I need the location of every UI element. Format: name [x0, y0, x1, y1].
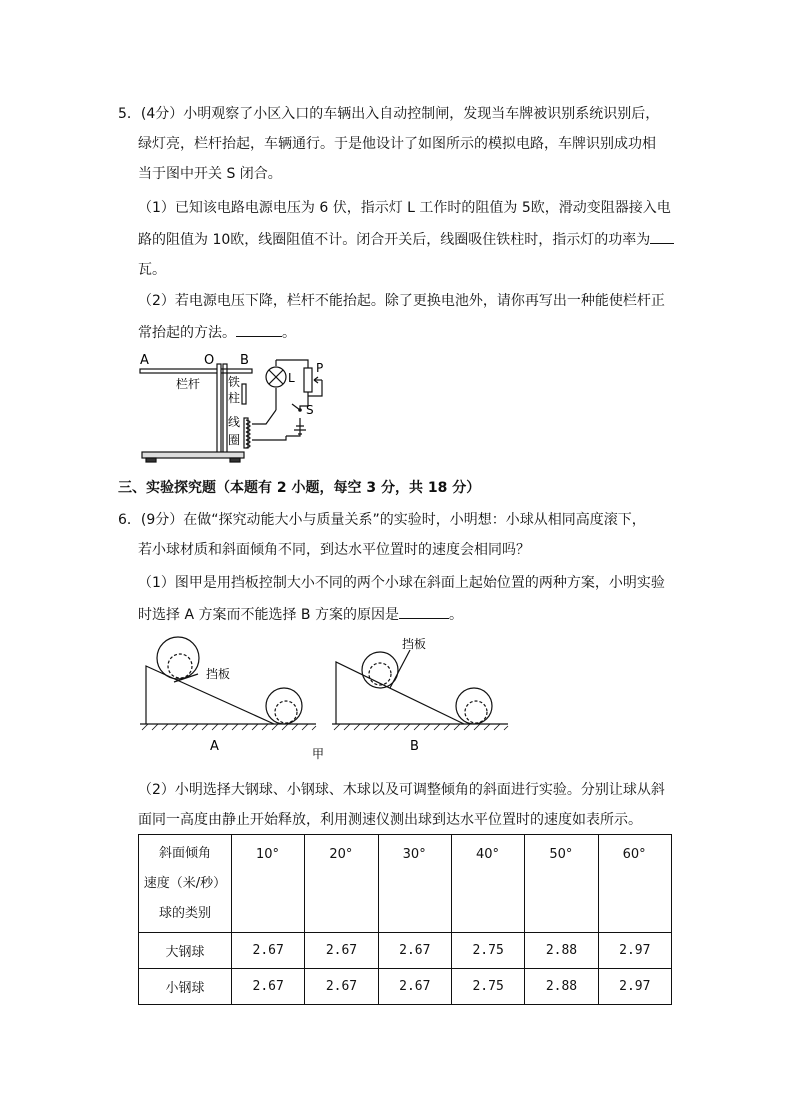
row-label: 小钢球 [139, 969, 232, 1005]
table-cell: 2.67 [305, 969, 378, 1005]
rheostat [304, 368, 312, 392]
plan-label-A: A [210, 739, 219, 754]
table-cell: 2.97 [598, 933, 671, 969]
q6-stem-line1: 6．(9分）在做“探究动能大小与质量关系”的实验时，小明想：小球从相同高度滚下， [118, 512, 646, 528]
table-cell: 2.88 [525, 969, 598, 1005]
label-S: S [306, 403, 314, 417]
q5-stem-line3: 当于图中开关 S 闭合。 [138, 166, 282, 182]
label-L: L [288, 371, 295, 385]
q5-part2-text: 常抬起的方法。 [138, 325, 236, 341]
table-cell: 2.67 [232, 933, 305, 969]
angle-header: 30° [378, 835, 451, 933]
angle-header: 60° [598, 835, 671, 933]
label-A: A [140, 353, 149, 368]
label-O: O [204, 353, 215, 368]
iron-column [242, 384, 246, 404]
table-cell: 2.75 [451, 969, 524, 1005]
support-pole [223, 364, 227, 454]
pivot-post [217, 364, 221, 454]
incline-B [336, 662, 464, 724]
plan-label-B: B [410, 739, 419, 754]
q5-part2-line1: （2）若电源电压下降，栏杆不能抬起。除了更换电池外，请你再写出一种能使栏杆正 [138, 293, 665, 309]
table-row [139, 933, 672, 969]
q6-part2-line2: 面同一高度由静止开始释放，利用测速仪测出球到达水平位置时的速度如表所示。 [138, 812, 642, 828]
baffle-B [390, 650, 410, 688]
label-bar: 栏杆 [176, 377, 201, 391]
q5-part1-line2 [138, 229, 674, 250]
angle-header: 50° [525, 835, 598, 933]
q5-part1-line3: 瓦。 [138, 262, 166, 278]
q5-part1-text: 路的阻值为 10欧，线圈阻值不计。闭合开关后，线圈吸住铁柱时，指示灯的功率为 [138, 232, 651, 248]
ball-bottom-B-big [456, 688, 492, 724]
angle-header: 20° [305, 835, 378, 933]
answer-blank-q5-2[interactable] [236, 322, 282, 337]
baffle-label-A: 挡板 [206, 667, 231, 681]
table-cell: 2.67 [378, 933, 451, 969]
ball-bottom-A-big [266, 688, 302, 724]
label-P: P [316, 361, 324, 375]
table-cell: 2.75 [451, 933, 524, 969]
table-corner-header [139, 835, 232, 933]
header-line-ball: 球的类别 [158, 905, 211, 921]
table-cell: 2.97 [598, 969, 671, 1005]
base-plate [142, 452, 244, 458]
label-iron-2: 柱 [228, 391, 241, 405]
answer-blank-q5-1[interactable] [650, 229, 674, 244]
q6-incline-figure [140, 632, 520, 760]
q6-part2-line1: （2）小明选择大钢球、小钢球、木球以及可调整倾角的斜面进行实验。分别让球从斜 [138, 782, 665, 798]
q6-part1-end: 。 [448, 607, 463, 623]
table-cell: 2.67 [305, 933, 378, 969]
q5-barrier-circuit-figure [136, 348, 336, 466]
answer-blank-q6-1[interactable] [399, 604, 449, 619]
angle-header: 10° [232, 835, 305, 933]
table-cell: 2.67 [378, 969, 451, 1005]
label-coil-2: 圈 [228, 433, 241, 447]
label-coil-1: 线 [228, 415, 241, 429]
q5-part1-line1: （1）已知该电路电源电压为 6 伏，指示灯 L 工作时的阻值为 5欧，滑动变阻器接入电 [138, 200, 671, 216]
angle-header: 40° [451, 835, 524, 933]
q6-part1-text: 时选择 A 方案而不能选择 B 方案的原因是 [138, 607, 399, 623]
q6-stem-line2: 若小球材质和斜面倾角不同，到达水平位置时的速度会相同吗？ [138, 542, 530, 558]
table-cell: 2.88 [525, 933, 598, 969]
baffle-label-B: 挡板 [402, 637, 427, 651]
speed-table [138, 834, 672, 1005]
barrier-bar [140, 369, 252, 373]
figure-caption: 甲 [312, 747, 325, 760]
big-ball-A [157, 637, 199, 679]
row-label: 大钢球 [139, 933, 232, 969]
table-cell: 2.67 [232, 969, 305, 1005]
header-line-speed: 速度（米/秒） [143, 875, 227, 891]
q5-stem-line2: 绿灯亮，栏杆抬起，车辆通行。于是他设计了如图所示的模拟电路，车牌识别成功相 [138, 136, 656, 152]
label-B: B [240, 353, 249, 368]
q6-part1-line2 [138, 604, 463, 625]
q5-part2-end: 。 [282, 325, 296, 341]
table-header-row [139, 835, 672, 933]
q6-part1-line1: （1）图甲是用挡板控制大小不同的两个小球在斜面上起始位置的两种方案，小明实验 [138, 575, 665, 591]
table-row [139, 969, 672, 1005]
header-line-angle: 斜面倾角 [158, 845, 211, 861]
q5-part2-line2 [138, 322, 296, 343]
section-three-heading: 三、实验探究题（本题有 2 小题，每空 3 分，共 18 分） [118, 480, 481, 496]
label-iron-1: 铁 [228, 375, 241, 389]
q5-stem-line1: 5．(4分）小明观察了小区入口的车辆出入自动控制闸，发现当车牌被识别系统识别后， [118, 106, 660, 122]
